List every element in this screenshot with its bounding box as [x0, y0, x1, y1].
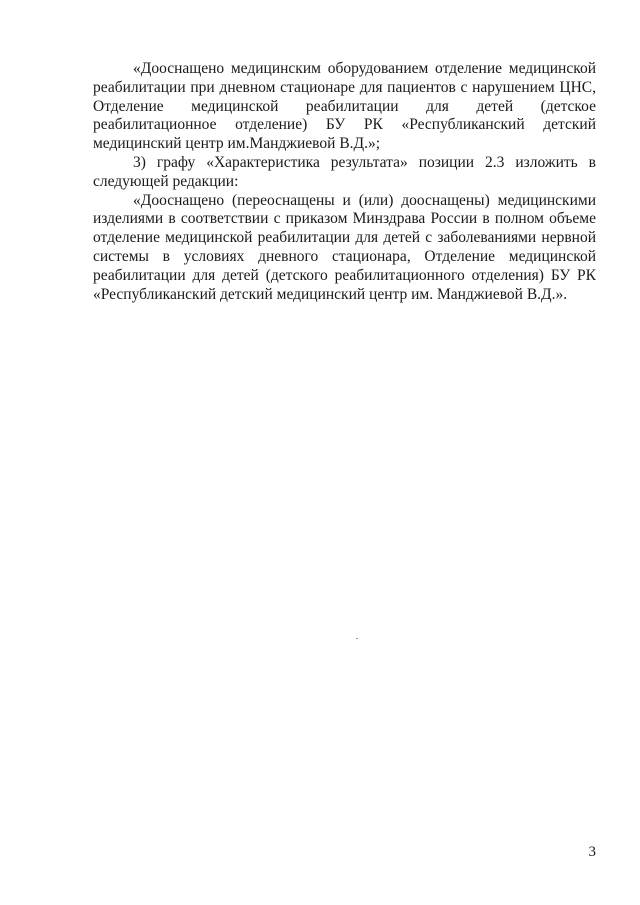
scan-speck: [356, 638, 358, 639]
page-number: 3: [588, 844, 596, 860]
paragraph-result-characteristic: «Дооснащено (переоснащены и (или) дооснащены) медицинскими изделиями в соответствии с приказом Минздрава России в полном объеме отделение медицинской реабилитации для детей с заболеваниями нервной системы в условиях дневного стационара, Отделение медицинской реабилитации для детей (детского реабилитационного отделения) БУ РК «Республиканский детский медицинский центр им. Манджиевой В.Д.».: [93, 191, 596, 303]
paragraph-equipment-cns: «Дооснащено медицинским оборудованием отделение медицинской реабилитации при дневном стационаре для пациентов с нарушением ЦНС, Отделение медицинской реабилитации для детей (детское реабилитационное отделение) БУ РК «Республиканский детский медицинский центр им.Манджиевой В.Д.»;: [93, 60, 596, 153]
document-body: [93, 60, 596, 304]
paragraph-column-instruction: 3) графу «Характеристика результата» позиции 2.3 изложить в следующей редакции:: [93, 153, 596, 190]
